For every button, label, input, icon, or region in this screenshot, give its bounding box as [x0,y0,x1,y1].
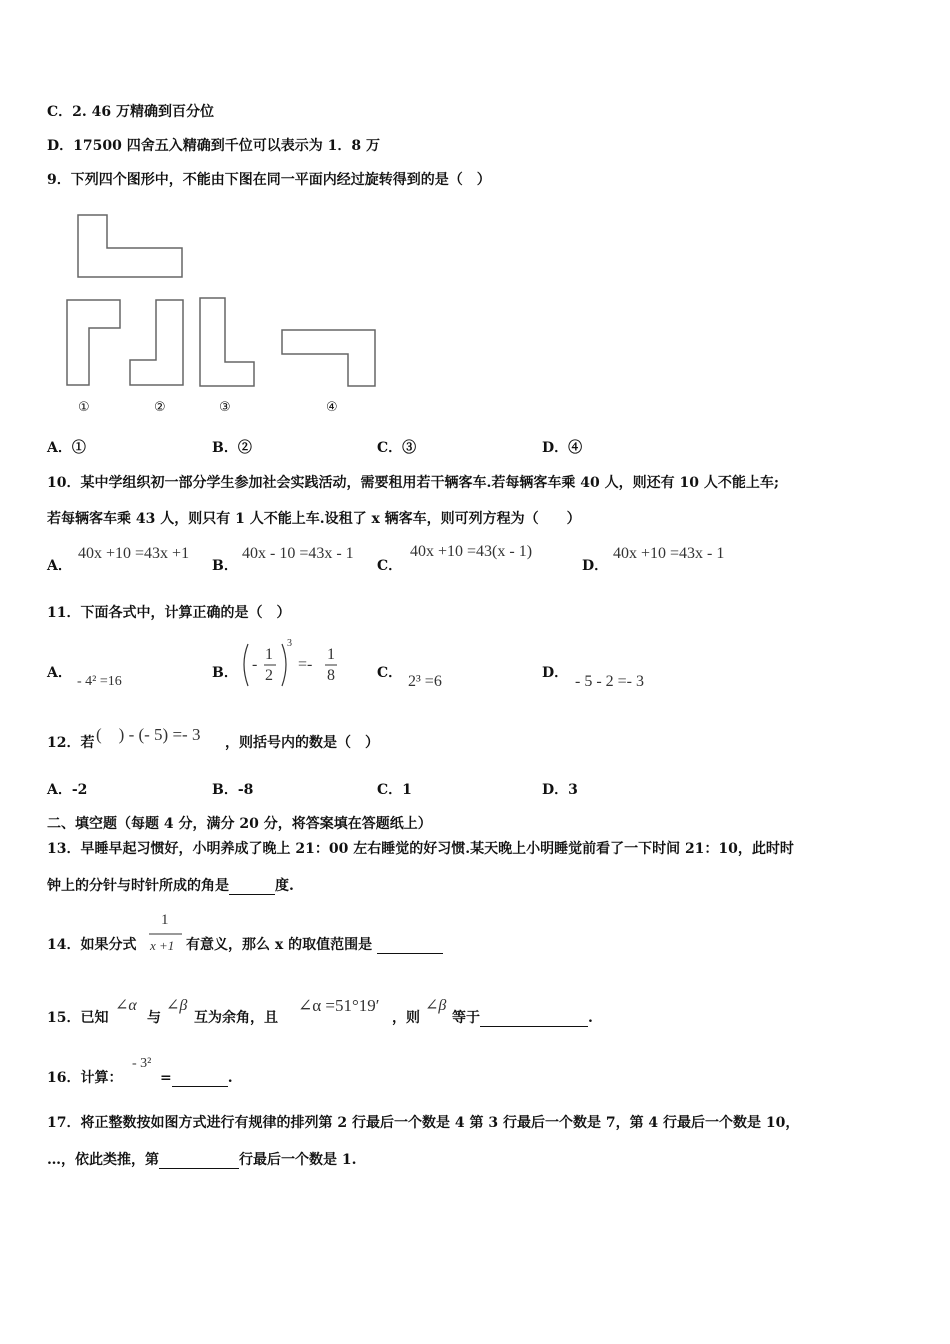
q8-option-c: C．2. 46 万精确到百分位 [47,104,214,120]
q15-given: ∠α =51°19′ [298,996,380,1015]
shape-1 [67,300,120,385]
q11-expr-b [240,640,350,690]
q16-prefix: 16．计算： [47,1070,123,1086]
q9-option-b: B．② [212,440,252,456]
q11-stem: 11．下面各式中，计算正确的是（ ） [47,605,291,621]
q14-prefix: 14．如果分式 [47,937,137,953]
q9-option-d: D．④ [542,440,583,456]
q11-label-a: A． [47,665,72,681]
q15-equals [452,1009,593,1027]
shape-2 [130,300,183,385]
q17-line2-text: …，依此类推，第 [47,1152,159,1168]
q14-suffix [186,936,443,954]
q12-suffix: ，则括号内的数是（ ） [225,735,379,751]
q15-then: ，则 [392,1010,420,1026]
q17-answer-blank[interactable] [159,1154,239,1169]
q13-answer-blank[interactable] [229,880,275,895]
paren-right [282,644,286,686]
q14-suffix-text: 有意义，那么 x 的取值范围是 [186,937,373,953]
q9-option-a: A．① [47,440,86,456]
paren-left [244,644,248,686]
q16-answer-blank[interactable] [172,1072,228,1087]
q15-with: 与 [147,1010,161,1026]
outer-den: 8 [327,667,335,684]
q15-beta2: ∠β [425,997,447,1014]
shape-label-4: ④ [326,400,338,415]
inner-num: 1 [265,646,273,663]
q16-end: . [227,1070,233,1086]
q12-option-d: D．3 [542,782,578,798]
q17-line1: 17．将正整数按如图方式进行有规律的排列第 2 行最后一个数是 4 第 3 行最后一个数是 7，第 4 行最后一个数是 10， [47,1115,800,1131]
q10-label-c: C． [377,558,403,574]
q16-expr: - 3² [132,1056,152,1071]
q10-eq-b: 40x - 10 =43x - 1 [242,545,354,562]
q15-beta: ∠β [166,997,188,1014]
outer-num: 1 [327,646,335,663]
q9-option-c: C．③ [377,440,417,456]
q10-label-a: A． [47,558,72,574]
shape-label-3: ③ [219,400,231,415]
q13-line2-text: 钟上的分针与时针所成的角是 [47,878,229,894]
exponent: 3 [287,638,292,649]
q13-line2 [47,877,294,895]
q10-eq-d: 40x +10 =43x - 1 [613,545,725,562]
q10-line1: 10．某中学组织初一部分学生参加社会实践活动，需要租用若干辆客车.若每辆客车乘 40 人，则还有 10 人不能上车; [47,475,779,491]
inner-den: 2 [265,667,273,684]
q15-prefix: 15．已知 [47,1010,109,1026]
section2-title: 二、填空题（每题 4 分，满分 20 分，将答案填在答题纸上） [47,816,432,832]
q11-expr-a: - 4² =16 [77,674,122,689]
q12-prefix: 12．若 [47,735,95,751]
q13-line2-end: 度. [275,878,294,894]
q14-answer-blank[interactable] [377,939,443,954]
q8-option-d: D．17500 四舍五入精确到千位可以表示为 1．8 万 [47,138,380,154]
shape-4 [282,330,375,386]
q17-line2 [47,1151,357,1169]
q14-frac-num: 1 [161,912,169,928]
q11-expr-d: - 5 - 2 =- 3 [575,673,645,690]
q12-option-a: A．-2 [47,782,88,798]
q10-label-b: B． [212,558,238,574]
q12-option-b: B．-8 [212,782,254,798]
shape-label-1: ① [78,400,90,415]
q10-eq-a: 40x +10 =43x +1 [78,545,190,562]
q14-fraction [148,912,184,956]
q10-label-d: D． [582,558,609,574]
q11-label-b: B． [212,665,238,681]
q15-mid: 互为余角，且 [194,1010,278,1026]
q15-answer-blank[interactable] [480,1012,588,1027]
q11-label-d: D． [542,665,569,681]
q9-stem: 9．下列四个图形中，不能由下图在同一平面内经过旋转得到的是（ ） [47,172,491,188]
shape-label-2: ② [154,400,166,415]
q17-line2-end: 行最后一个数是 1. [239,1152,357,1168]
q13-line1: 13．早睡早起习惯好，小明养成了晚上 21：00 左右睡觉的好习惯.某天晚上小明睡觉前看了一下时间 21：10，此时时 [47,841,794,857]
q15-alpha: ∠α [115,997,137,1014]
q16-eq: = [160,1070,172,1086]
q15-equals-text: 等于 [452,1010,480,1026]
q10-eq-c: 40x +10 =43(x - 1) [410,543,533,560]
q12-expr: ( ) - (- 5) =- 3 [96,725,201,744]
q14-frac-den: x +1 [150,938,175,953]
q16-equals [160,1069,233,1087]
q10-line2: 若每辆客车乘 43 人，则只有 1 人不能上车.设租了 x 辆客车，则可列方程为（ ） [47,511,581,527]
equals-minus: =- [298,656,313,673]
q15-end: . [588,1010,593,1026]
q12-option-c: C．1 [377,782,412,798]
q11-expr-c: 2³ =6 [408,673,442,690]
inner-minus: - [252,656,258,673]
reference-l-shape [78,215,182,277]
shape-3 [200,298,254,386]
q11-label-c: C． [377,665,403,681]
